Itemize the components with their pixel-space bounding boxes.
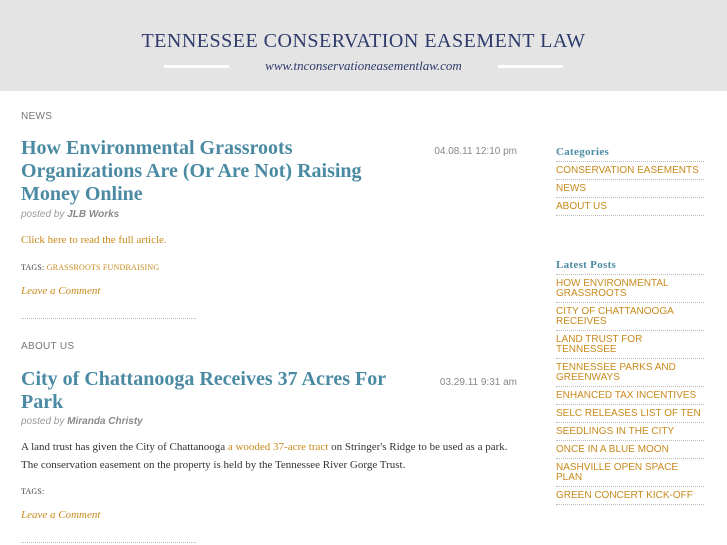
categories-list — [556, 161, 704, 216]
latest-posts-list — [556, 274, 704, 505]
post-author: Miranda Christy — [67, 416, 143, 427]
posted-by-label: posted by — [21, 209, 65, 220]
category-item[interactable]: CONSERVATION EASEMENTS — [556, 161, 704, 179]
post-tags — [21, 487, 44, 496]
latest-post-item[interactable]: SEEDLINGS IN THE CITY — [556, 422, 704, 440]
post-divider — [21, 542, 196, 543]
tags-label: TAGS: — [21, 263, 45, 272]
latest-post-item[interactable]: ENHANCED TAX INCENTIVES — [556, 386, 704, 404]
post-date: 03.29.11 9:31 am — [439, 377, 517, 388]
post-body-text: on Stringer's Ridge to be used as a park. The conservation easement on the property is held by the Tennessee River Gorge Trust. — [21, 441, 508, 471]
post-body — [21, 438, 511, 474]
latest-post-item[interactable]: LAND TRUST FOR TENNESSEE — [556, 330, 704, 358]
post-body — [21, 231, 167, 249]
latest-post-item[interactable]: HOW ENVIRONMENTAL GRASSROOTS — [556, 274, 704, 302]
tags-label: TAGS: — [21, 487, 45, 496]
latest-post-item[interactable]: NASHVILLE OPEN SPACE PLAN — [556, 458, 704, 486]
site-header — [0, 0, 727, 91]
tag-link[interactable]: GRASSROOTS FUNDRAISING — [46, 263, 160, 272]
latest-post-item[interactable]: ONCE IN A BLUE MOON — [556, 440, 704, 458]
post-title[interactable]: City of Chattanooga Receives 37 Acres For Park — [21, 368, 386, 413]
category-item[interactable]: NEWS — [556, 179, 704, 197]
post-byline — [21, 209, 119, 220]
post-category-label: NEWS — [21, 111, 53, 122]
latest-post-item[interactable]: TENNESSEE PARKS AND GREENWAYS — [556, 358, 704, 386]
wooded-tract-link[interactable]: a wooded 37-acre tract — [227, 441, 329, 453]
leave-comment-link[interactable]: Leave a Comment — [21, 285, 101, 297]
post-byline — [21, 416, 143, 427]
leave-comment-link[interactable]: Leave a Comment — [21, 509, 101, 521]
post-author: JLB Works — [67, 209, 120, 220]
category-item[interactable]: ABOUT US — [556, 197, 704, 216]
post-category-label: ABOUT US — [21, 341, 75, 352]
latest-post-item[interactable]: GREEN CONCERT KICK-OFF — [556, 486, 704, 505]
site-url[interactable]: www.tnconservationeasementlaw.com — [265, 58, 462, 73]
post-body-text: A land trust has given the City of Chattanooga — [21, 441, 226, 453]
read-full-article-link[interactable]: Click here to read the full article. — [21, 234, 167, 246]
post-divider — [21, 318, 196, 319]
post-tags — [21, 263, 159, 272]
latest-post-item[interactable]: SELC RELEASES LIST OF TEN — [556, 404, 704, 422]
post-date: 04.08.11 12:10 pm — [434, 146, 517, 157]
posted-by-label: posted by — [21, 416, 65, 427]
categories-heading: Categories — [556, 146, 610, 158]
site-title[interactable]: TENNESSEE CONSERVATION EASEMENT LAW — [141, 30, 586, 52]
latest-posts-heading: Latest Posts — [556, 259, 617, 271]
latest-post-item[interactable]: CITY OF CHATTANOOGA RECEIVES — [556, 302, 704, 330]
post-title[interactable]: How Environmental Grassroots Organizations Are (Or Are Not) Raising Money Online — [21, 137, 362, 205]
